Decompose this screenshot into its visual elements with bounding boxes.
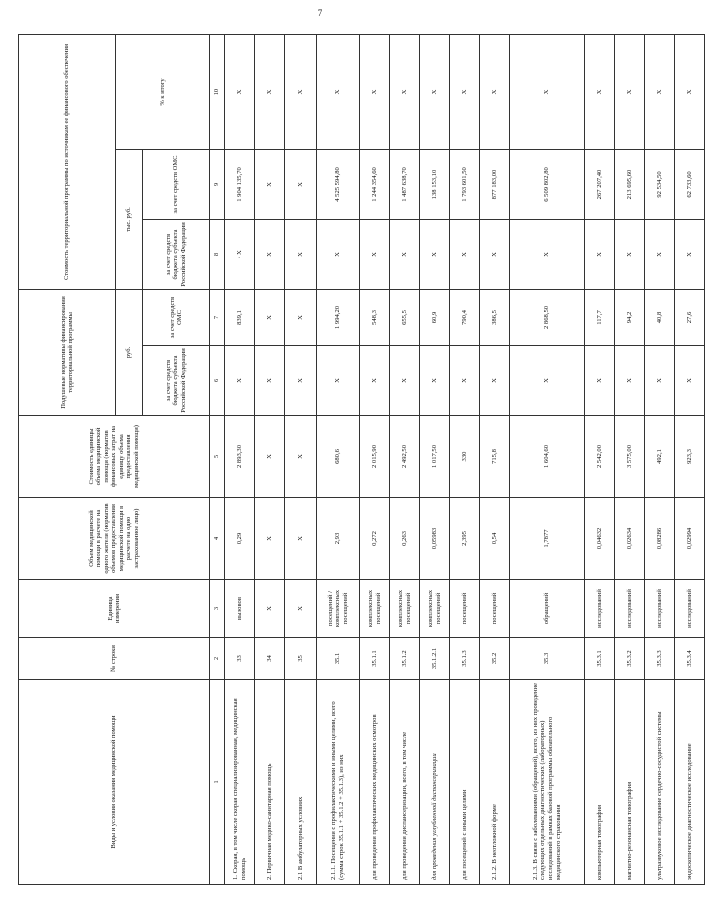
norm-oms-cell: 548,3 bbox=[360, 289, 390, 345]
row-name-cell: 2.1.2. В неотложной форме bbox=[480, 680, 510, 885]
norm-oms-cell: 94,2 bbox=[615, 289, 645, 345]
table-row bbox=[225, 34, 255, 884]
norm-budget-cell: X bbox=[450, 346, 480, 416]
total-oms-cell: 62 733,60 bbox=[675, 149, 705, 219]
norm-budget-cell: X bbox=[615, 346, 645, 416]
total-oms-cell: 1 904 135,70 bbox=[225, 149, 255, 219]
row-number-cell: 35.3 bbox=[510, 638, 585, 680]
percent-cell: X bbox=[585, 34, 615, 149]
norm-oms-cell: 2 868,50 bbox=[510, 289, 585, 345]
header-total-budget: за счет средств бюджета субъекта Российской Федерации bbox=[143, 219, 210, 289]
percent-cell: X bbox=[645, 34, 675, 149]
unit-cell: исследований bbox=[615, 580, 645, 638]
unit-cell: исследований bbox=[585, 580, 615, 638]
row-number-cell: 35.3.1 bbox=[585, 638, 615, 680]
total-oms-cell: 267 207,40 bbox=[585, 149, 615, 219]
column-number: 2 bbox=[210, 638, 225, 680]
row-name-cell: 1. Скорая, в том числе скорая специализированная, медицинская помощь bbox=[225, 680, 255, 885]
header-norms-budget: за счет средств бюджета субъекта Российской Федерации bbox=[143, 346, 210, 416]
table-row bbox=[285, 34, 317, 884]
column-number: 8 bbox=[210, 219, 225, 289]
total-budget-cell: X bbox=[675, 219, 705, 289]
percent-cell: X bbox=[420, 34, 450, 149]
header-norms-unit: руб. bbox=[116, 289, 143, 415]
norm-budget-cell: X bbox=[675, 346, 705, 416]
norm-budget-cell: X bbox=[420, 346, 450, 416]
percent-cell: X bbox=[285, 34, 317, 149]
cost-cell: X bbox=[285, 416, 317, 498]
norm-oms-cell: 1 994,20 bbox=[317, 289, 360, 345]
norm-budget-cell: X bbox=[480, 346, 510, 416]
column-number: 10 bbox=[210, 34, 225, 149]
volume-cell: 0,08286 bbox=[645, 498, 675, 580]
column-number: 6 bbox=[210, 346, 225, 416]
header-unit: Единица измерения bbox=[19, 580, 210, 638]
total-oms-cell: 1 244 354,60 bbox=[360, 149, 390, 219]
unit-cell: обращений bbox=[510, 580, 585, 638]
rotated-page bbox=[18, 35, 693, 885]
norm-oms-cell: 27,6 bbox=[675, 289, 705, 345]
norm-oms-cell: X bbox=[255, 289, 285, 345]
total-budget-cell: X bbox=[285, 219, 317, 289]
total-oms-cell: 6 509 802,80 bbox=[510, 149, 585, 219]
norm-oms-cell: X bbox=[285, 289, 317, 345]
total-budget-cell: X bbox=[390, 219, 420, 289]
norm-oms-cell: 655,5 bbox=[390, 289, 420, 345]
total-budget-cell: X bbox=[585, 219, 615, 289]
percent-cell: X bbox=[317, 34, 360, 149]
header-total-group: Стоимость территориальной программы по источникам ее финансового обеспечения bbox=[19, 34, 116, 289]
unit-cell: комплексных посещений bbox=[420, 580, 450, 638]
cost-cell: 1 604,60 bbox=[510, 416, 585, 498]
header-volume: Объем медицинской помощи в расчете на одного жителя (норматив объемов предоставления медицинской помощи в расчете на одно застрахованное лицо) bbox=[19, 498, 210, 580]
header-norms-group: Подушевые нормативы финансирования территориальной программы bbox=[19, 289, 116, 415]
total-oms-cell: 1 793 601,50 bbox=[450, 149, 480, 219]
volume-cell: 0,02634 bbox=[615, 498, 645, 580]
percent-cell: X bbox=[390, 34, 420, 149]
unit-cell: посещений / комплексных посещений bbox=[317, 580, 360, 638]
volume-cell: 0,02994 bbox=[675, 498, 705, 580]
percent-cell: X bbox=[360, 34, 390, 149]
cost-cell: 923,3 bbox=[675, 416, 705, 498]
unit-cell: посещений bbox=[450, 580, 480, 638]
table-row bbox=[390, 34, 420, 884]
column-number: 5 bbox=[210, 416, 225, 498]
norm-oms-cell: 117,7 bbox=[585, 289, 615, 345]
column-number: 1 bbox=[210, 680, 225, 885]
cost-cell: X bbox=[255, 416, 285, 498]
volume-cell: 0,54 bbox=[480, 498, 510, 580]
table-row bbox=[480, 34, 510, 884]
norm-budget-cell: X bbox=[645, 346, 675, 416]
row-name-cell: для посещений с иными целями bbox=[450, 680, 480, 885]
norm-oms-cell: 60,9 bbox=[420, 289, 450, 345]
norm-budget-cell: X bbox=[360, 346, 390, 416]
unit-cell: исследований bbox=[645, 580, 675, 638]
total-oms-cell: 138 153,10 bbox=[420, 149, 450, 219]
total-budget-cell: X bbox=[480, 219, 510, 289]
page-number: 7 bbox=[317, 8, 323, 18]
row-name-cell: магнитно-резонансная томография bbox=[615, 680, 645, 885]
column-number: 7 bbox=[210, 289, 225, 345]
row-number-cell: 35.1.3 bbox=[450, 638, 480, 680]
row-number-cell: 35.3.4 bbox=[675, 638, 705, 680]
row-name-cell: 2.1.1. Посещения с профилактическими и иными целями, всего (сумма строк 35.1.1 + 35.1.2 + 35.1.3), из них bbox=[317, 680, 360, 885]
volume-cell: X bbox=[285, 498, 317, 580]
percent-cell: X bbox=[225, 34, 255, 149]
total-budget-cell: X bbox=[450, 219, 480, 289]
total-oms-cell: 92 534,50 bbox=[645, 149, 675, 219]
table-row bbox=[450, 34, 480, 884]
row-number-cell: 35 bbox=[285, 638, 317, 680]
volume-cell: 2,395 bbox=[450, 498, 480, 580]
row-name-cell: эндоскопическое диагностическое исследование bbox=[675, 680, 705, 885]
total-oms-cell: 4 525 594,80 bbox=[317, 149, 360, 219]
cost-cell: 2 492,50 bbox=[390, 416, 420, 498]
table-row bbox=[420, 34, 450, 884]
unit-cell: вызовов bbox=[225, 580, 255, 638]
column-number: 9 bbox=[210, 149, 225, 219]
header-cost: Стоимость единицы объема медицинской помощи (норматив финансовых затрат на единицу объема предоставления медицинской помощи) bbox=[19, 416, 210, 498]
norm-oms-cell: 790,4 bbox=[450, 289, 480, 345]
column-numbers-row bbox=[210, 34, 225, 884]
percent-cell: X bbox=[510, 34, 585, 149]
financing-table bbox=[18, 34, 705, 885]
table-row bbox=[317, 34, 360, 884]
total-oms-cell: X bbox=[285, 149, 317, 219]
table-row bbox=[255, 34, 285, 884]
cost-cell: 492,1 bbox=[645, 416, 675, 498]
row-number-cell: 35.1.1 bbox=[360, 638, 390, 680]
volume-cell: 2,93 bbox=[317, 498, 360, 580]
norm-budget-cell: X bbox=[225, 346, 255, 416]
unit-cell: X bbox=[255, 580, 285, 638]
total-budget-cell: X bbox=[645, 219, 675, 289]
cost-cell: 715,8 bbox=[480, 416, 510, 498]
row-name-cell: для проведения углубленной диспансеризации bbox=[420, 680, 450, 885]
row-name-cell: ультразвуковое исследование сердечно-сосудистой системы bbox=[645, 680, 675, 885]
norm-budget-cell: X bbox=[255, 346, 285, 416]
total-oms-cell: 213 695,60 bbox=[615, 149, 645, 219]
cost-cell: 2 542,00 bbox=[585, 416, 615, 498]
volume-cell: 0,263 bbox=[390, 498, 420, 580]
row-name-cell: для проведения профилактических медицинских осмотров bbox=[360, 680, 390, 885]
volume-cell: X bbox=[255, 498, 285, 580]
column-number: 3 bbox=[210, 580, 225, 638]
unit-cell: исследований bbox=[675, 580, 705, 638]
volume-cell: 0,05983 bbox=[420, 498, 450, 580]
unit-cell: комплексных посещений bbox=[360, 580, 390, 638]
table-row bbox=[675, 34, 705, 884]
percent-cell: X bbox=[480, 34, 510, 149]
total-oms-cell: 877 183,00 bbox=[480, 149, 510, 219]
row-name-cell: 2. Первичная медико-санитарная помощь bbox=[255, 680, 285, 885]
cost-cell: 2 015,90 bbox=[360, 416, 390, 498]
header-total-oms: за счет средств ОМС bbox=[143, 149, 210, 219]
percent-cell: X bbox=[675, 34, 705, 149]
norm-budget-cell: X bbox=[510, 346, 585, 416]
total-budget-cell: · X bbox=[225, 219, 255, 289]
norm-oms-cell: 839,1 bbox=[225, 289, 255, 345]
total-oms-cell: X bbox=[255, 149, 285, 219]
row-name-cell: 2.1.3. В связи с заболеваниями (обращений), всего, из них проведение следующих отдельных диагностических (лабораторных) исследований в рамках базовой программы обязательного медицинского страхования bbox=[510, 680, 585, 885]
norm-budget-cell: X bbox=[285, 346, 317, 416]
total-budget-cell: X bbox=[255, 219, 285, 289]
norm-oms-cell: 40,8 bbox=[645, 289, 675, 345]
row-name-cell: для проведения диспансеризации, всего, в том числе bbox=[390, 680, 420, 885]
total-budget-cell: X bbox=[615, 219, 645, 289]
volume-cell: 0,04632 bbox=[585, 498, 615, 580]
row-number-cell: 35.1.2 bbox=[390, 638, 420, 680]
header-row-no: № строки bbox=[19, 638, 210, 680]
row-number-cell: 35.3.2 bbox=[615, 638, 645, 680]
row-number-cell: 35.1 bbox=[317, 638, 360, 680]
cost-cell: 330 bbox=[450, 416, 480, 498]
cost-cell: 3 575,00 bbox=[615, 416, 645, 498]
table-row bbox=[615, 34, 645, 884]
percent-cell: X bbox=[450, 34, 480, 149]
table-row bbox=[645, 34, 675, 884]
column-number: 4 bbox=[210, 498, 225, 580]
volume-cell: 0,272 bbox=[360, 498, 390, 580]
row-number-cell: 35.1.2.1 bbox=[420, 638, 450, 680]
header-norms-oms: за счет средств ОМС bbox=[143, 289, 210, 345]
unit-cell: комплексных посещений bbox=[390, 580, 420, 638]
percent-cell: X bbox=[615, 34, 645, 149]
total-budget-cell: X bbox=[510, 219, 585, 289]
row-number-cell: 35.2 bbox=[480, 638, 510, 680]
norm-budget-cell: X bbox=[390, 346, 420, 416]
header-total-pct: % к итогу bbox=[116, 34, 210, 149]
header-total-unit: тыс. руб. bbox=[116, 149, 143, 289]
volume-cell: 1,7877 bbox=[510, 498, 585, 580]
norm-budget-cell: X bbox=[317, 346, 360, 416]
row-name-cell: 2.1 В амбулаторных условиях bbox=[285, 680, 317, 885]
cost-cell: 680,6 bbox=[317, 416, 360, 498]
unit-cell: X bbox=[285, 580, 317, 638]
table-row bbox=[585, 34, 615, 884]
norm-oms-cell: 386,5 bbox=[480, 289, 510, 345]
total-oms-cell: 1 487 638,70 bbox=[390, 149, 420, 219]
table-row bbox=[510, 34, 585, 884]
row-number-cell: 35.3.3 bbox=[645, 638, 675, 680]
norm-budget-cell: X bbox=[585, 346, 615, 416]
table-row bbox=[360, 34, 390, 884]
cost-cell: 1 017,50 bbox=[420, 416, 450, 498]
row-number-cell: 33 bbox=[225, 638, 255, 680]
total-budget-cell: X bbox=[360, 219, 390, 289]
cost-cell: 2 893,30 bbox=[225, 416, 255, 498]
unit-cell: посещений bbox=[480, 580, 510, 638]
total-budget-cell: X bbox=[420, 219, 450, 289]
row-name-cell: компьютерная томография bbox=[585, 680, 615, 885]
volume-cell: 0,29 bbox=[225, 498, 255, 580]
total-budget-cell: X bbox=[317, 219, 360, 289]
header-name: Виды и условия оказания медицинской помощи bbox=[19, 680, 210, 885]
row-number-cell: 34 bbox=[255, 638, 285, 680]
percent-cell: X bbox=[255, 34, 285, 149]
